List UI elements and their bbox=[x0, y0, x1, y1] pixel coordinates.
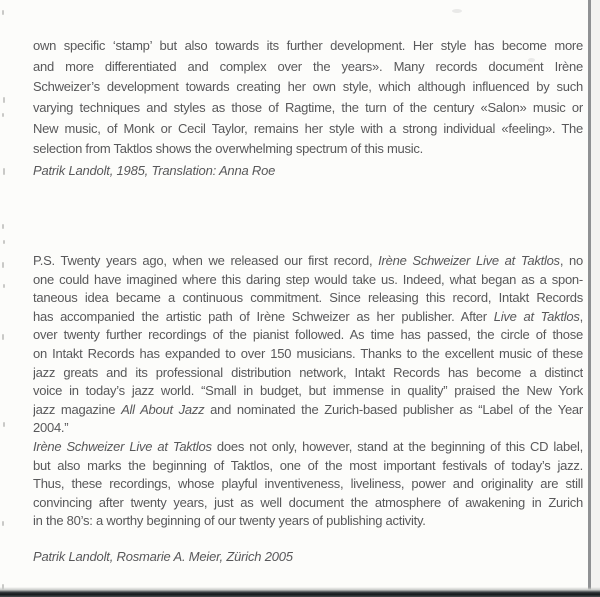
text-segment: but also marks the beginning of Taktlos, one of the most important festivals of today’s jazz. bbox=[33, 457, 583, 473]
text-segment: varying techniques and styles as those of Ragtime, the turn of the century «Salon» music or bbox=[33, 100, 583, 116]
text-segment: taneous idea became a continuous commitment. Since releasing this record, Intakt Records bbox=[33, 290, 583, 306]
text-segment: on Intakt Records has expanded to over 150 musicians. Thanks to the excellent music of these bbox=[33, 345, 583, 361]
scan-artifact-mark bbox=[3, 97, 5, 103]
text-line bbox=[33, 252, 583, 271]
scan-artifact-mark bbox=[2, 521, 4, 526]
scan-artifact-mark bbox=[3, 240, 5, 244]
scan-artifact-mark bbox=[3, 284, 5, 288]
text-line bbox=[33, 382, 583, 401]
text-line bbox=[33, 475, 583, 494]
text-segment: one could have imagined where this daring step would take us. Indeed, what began as a spon- bbox=[33, 271, 583, 287]
text-segment: does not only, however, stand at the beginning of this CD label, bbox=[211, 438, 583, 454]
text-line bbox=[33, 289, 583, 308]
text-line bbox=[33, 512, 583, 531]
page-right-edge-line bbox=[588, 0, 600, 597]
text-line bbox=[33, 271, 583, 290]
text-segment: P.S. Twenty years ago, when we released our first record, bbox=[33, 253, 379, 268]
text-line bbox=[33, 401, 583, 420]
text-line bbox=[33, 419, 583, 438]
text-line bbox=[33, 77, 583, 98]
text-segment: voice in today’s jazz world. “Small in budget, but immense in quality” praised the New York bbox=[33, 383, 583, 399]
scan-artifact-mark bbox=[2, 113, 4, 117]
scan-artifact-mark bbox=[3, 422, 5, 427]
author-credit-2-text: Patrik Landolt, Rosmarie A. Meier, Zürich 2005 bbox=[33, 549, 293, 564]
text-line bbox=[33, 139, 583, 160]
text-segment: jazz magazine bbox=[33, 401, 122, 417]
text-line bbox=[33, 364, 583, 383]
page-bottom-edge-shadow bbox=[0, 587, 600, 597]
text-segment: and more differentiated and complex over the years». Many records document Irène bbox=[33, 58, 583, 74]
text-line bbox=[33, 326, 583, 345]
text-line bbox=[33, 98, 583, 119]
text-line bbox=[33, 494, 583, 513]
liner-notes-paragraph-1 bbox=[33, 36, 583, 160]
text-segment: over twenty further recordings of the pianist followed. As time has passed, the circle of those bbox=[33, 327, 583, 343]
scan-artifact-mark bbox=[3, 168, 5, 175]
scan-smudge bbox=[528, 58, 535, 62]
text-segment: 2004.” bbox=[33, 420, 69, 436]
text-segment: selection from Taktlos shows the overwhelming spectrum of this music. bbox=[33, 141, 424, 157]
author-credit-2 bbox=[33, 549, 583, 564]
italic-text-segment: Live at Taktlos bbox=[493, 308, 580, 324]
author-credit-1-text: Patrik Landolt, 1985, Translation: Anna Roe bbox=[33, 163, 276, 178]
text-segment: in the 80’s: a worthy beginning of our twenty years of publishing activity. bbox=[33, 513, 426, 529]
scan-artifact-mark bbox=[2, 334, 4, 340]
text-line bbox=[33, 438, 583, 457]
text-segment: own specific ‘stamp’ but also towards its further development. Her style has become more bbox=[33, 38, 583, 53]
text-segment: has accompanied the artistic path of Irène Schweizer as her publisher. After bbox=[33, 308, 494, 324]
text-line bbox=[33, 57, 583, 78]
text-line bbox=[33, 345, 583, 364]
text-segment: convincing after twenty years, just as well document the atmosphere of awakening in Zurich bbox=[33, 494, 583, 510]
author-credit-1 bbox=[33, 163, 583, 178]
italic-text-segment: Irène Schweizer Live at Taktlos bbox=[33, 438, 212, 454]
text-line bbox=[33, 308, 583, 327]
text-line bbox=[33, 36, 583, 57]
scan-artifact-mark bbox=[2, 262, 4, 268]
text-line bbox=[33, 119, 583, 140]
text-segment: , bbox=[579, 308, 583, 324]
scan-artifact-mark bbox=[2, 10, 4, 15]
text-line bbox=[33, 457, 583, 476]
liner-notes-paragraph-2 bbox=[33, 252, 583, 531]
scan-artifact-mark bbox=[2, 224, 4, 229]
text-segment: and nominated the Zurich-based publisher as “Label of the Year bbox=[204, 401, 583, 417]
text-segment: jazz greats and its professional distribution network, Intakt Records has become a distinct bbox=[33, 364, 583, 380]
italic-text-segment: Irène Schweizer Live at Taktlos bbox=[378, 253, 560, 268]
italic-text-segment: All About Jazz bbox=[121, 401, 205, 417]
text-segment: Thus, these recordings, whose playful inventiveness, liveliness, power and originality are still bbox=[33, 476, 583, 492]
text-segment: , no bbox=[559, 253, 583, 268]
text-segment: New music, of Monk or Cecil Taylor, remains her style with a strong individual «feeling». The bbox=[33, 120, 583, 136]
text-segment: Schweizer’s development towards creating her own style, which although influenced by such bbox=[33, 79, 583, 95]
scan-smudge bbox=[452, 9, 462, 13]
